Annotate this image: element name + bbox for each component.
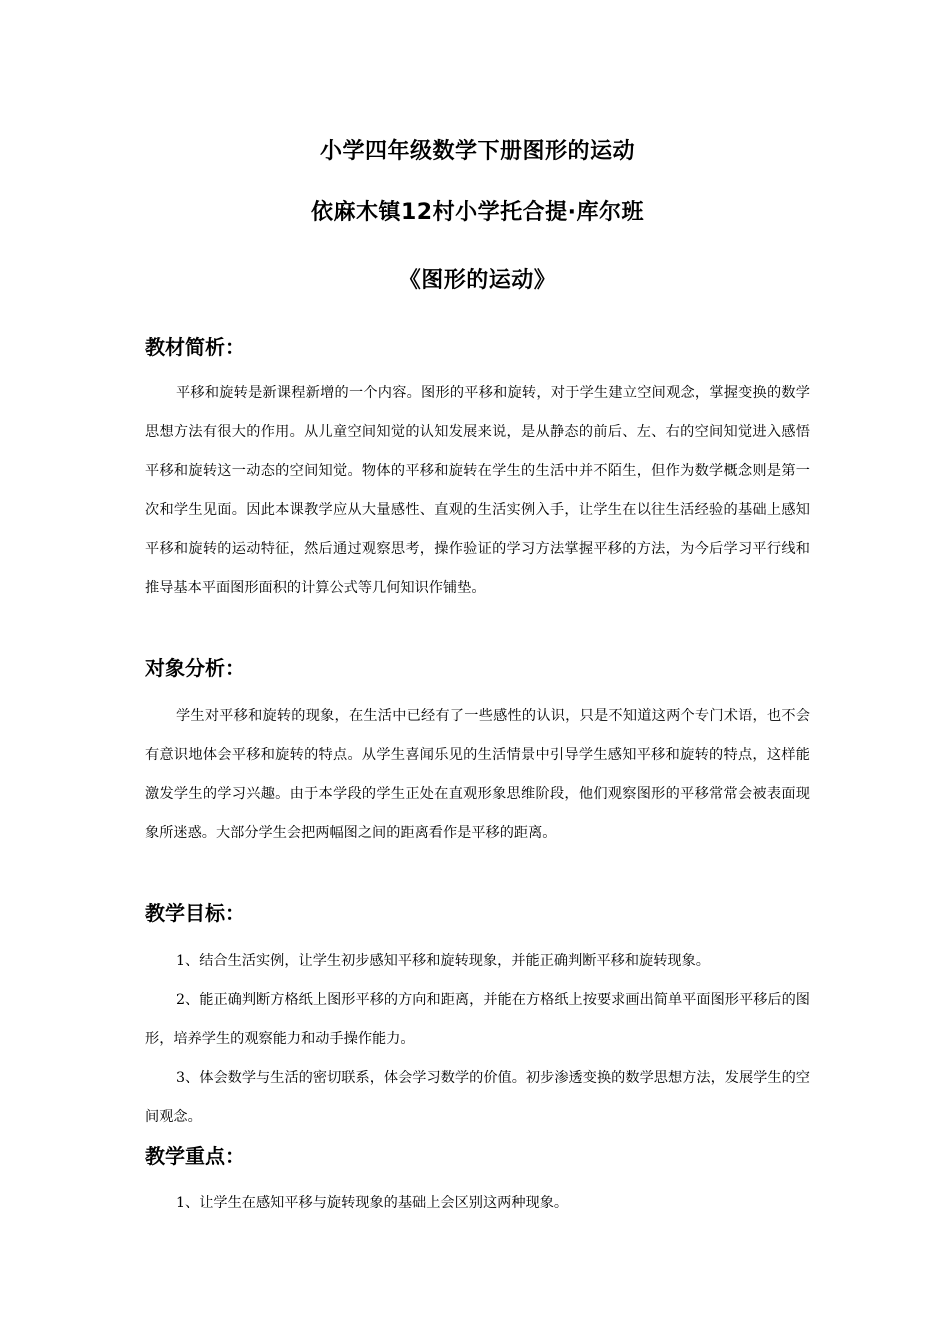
goals-list — [145, 942, 810, 1137]
document-page — [145, 0, 810, 1344]
section-heading-teaching-goals: 教学目标： — [145, 901, 245, 925]
goal-item: 2、能正确判断方格纸上图形平移的方向和距离，并能在方格纸上按要求画出简单平面图形平移后的图形，培养学生的观察能力和动手操作能力。 — [145, 992, 810, 1047]
goal-item: 3、体会数学与生活的密切联系，体会学习数学的价值。初步渗透变换的数学思想方法，发展学生的空间观念。 — [145, 1070, 810, 1125]
focus-item: 1、让学生在感知平移与旋转现象的基础上会区别这两种现象。 — [176, 1195, 569, 1211]
author-line: 依麻木镇12村小学托合提·库尔班 — [311, 200, 644, 225]
section-heading-material-analysis: 教材简析： — [145, 335, 245, 359]
document-title: 小学四年级数学下册图形的运动 — [319, 139, 635, 164]
section-paragraph: 平移和旋转是新课程新增的一个内容。图形的平移和旋转，对于学生建立空间观念，掌握变换的数学思想方法有很大的作用。从儿童空间知觉的认知发展来说，是从静态的前后、左、右的空间知觉进入感悟平移和旋转这一动态的空间知觉。物体的平移和旋转在学生的生活中并不陌生，但作为数学概念则是第一次和学生见面。因此本课教学应从大量感性、直观的生活实例入手，让学生在以往生活经验的基础上感知平移和旋转的运动特征，然后通过观察思考，操作验证的学习方法掌握平移的方法，为今后学习平行线和推导基本平面图形面积的计算公式等几何知识作铺垫。 — [145, 385, 810, 596]
section-paragraph: 学生对平移和旋转的现象，在生活中已经有了一些感性的认识，只是不知道这两个专门术语，也不会有意识地体会平移和旋转的特点。从学生喜闻乐见的生活情景中引导学生感知平移和旋转的特点，这样能激发学生的学习兴趣。由于本学段的学生正处在直观形象思维阶段，他们观察图形的平移常常会被表面现象所迷惑。大部分学生会把两幅图之间的距离看作是平移的距离。 — [145, 708, 810, 841]
section-heading-student-analysis: 对象分析： — [145, 656, 245, 680]
goal-item: 1、结合生活实例，让学生初步感知平移和旋转现象，并能正确判断平移和旋转现象。 — [176, 953, 710, 969]
section-heading-teaching-focus: 教学重点： — [145, 1144, 245, 1168]
lesson-title: 《图形的运动》 — [398, 268, 557, 293]
